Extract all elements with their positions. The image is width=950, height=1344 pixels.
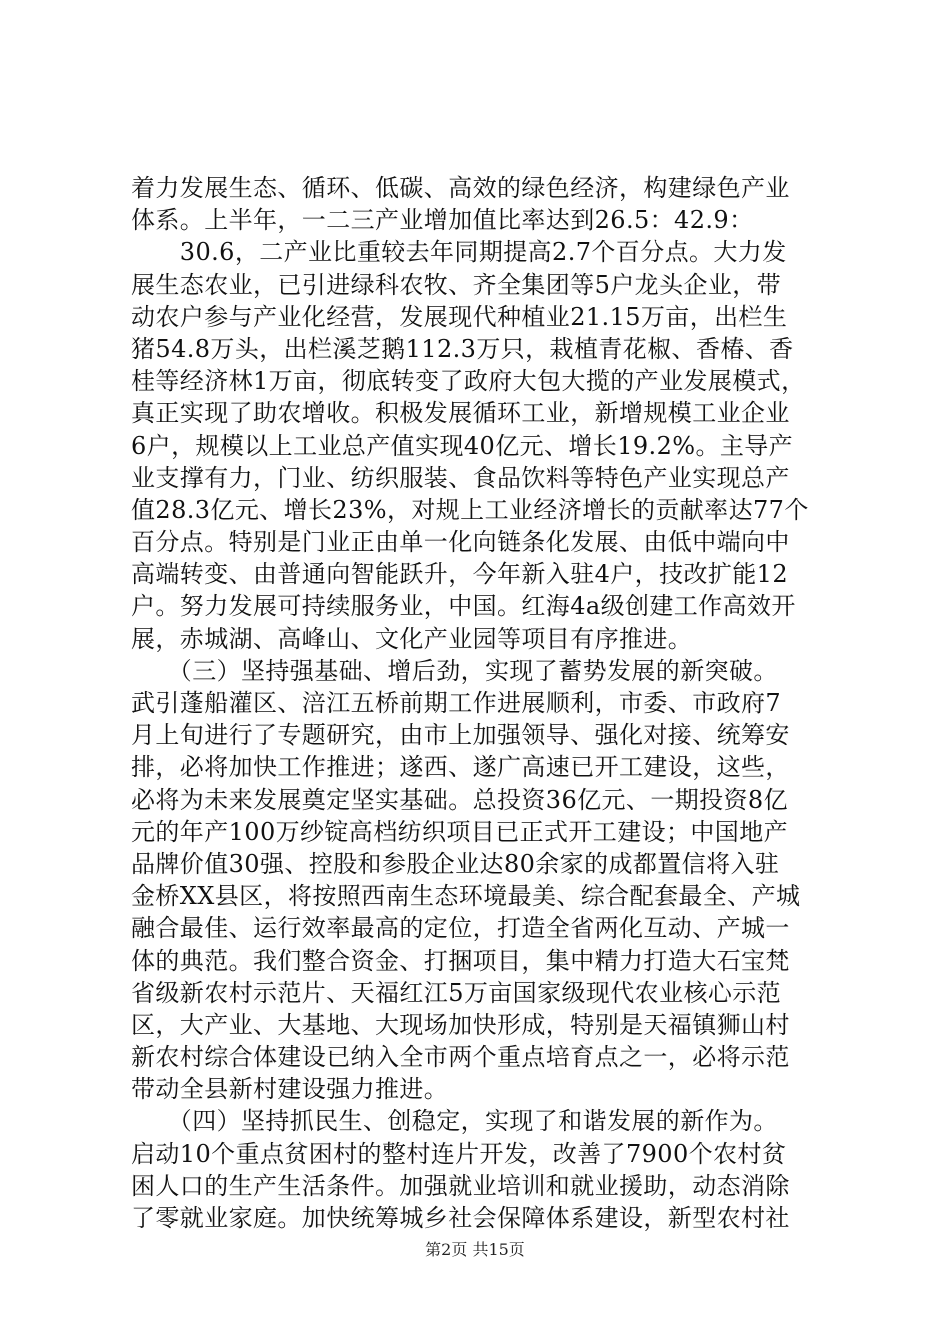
text-line: 6户，规模以上工业总产值实现40亿元、增长19.2%。主导产 (131, 431, 794, 460)
text-line: 困人口的生产生活条件。加强就业培训和就业援助，动态消除 (131, 1171, 790, 1200)
section-heading-line: （四）坚持抓民生、创稳定，实现了和谐发展的新作为。 (131, 1107, 778, 1136)
text-line: 桂等经济林1万亩，彻底转变了政府大包大揽的产业发展模式， (131, 367, 806, 396)
text-line: 体系。上半年，一二三产业增加值比率达到26.5：42.9： (131, 206, 754, 235)
text-line: 真正实现了助农增收。积极发展循环工业，新增规模工业企业 (131, 399, 790, 428)
body-text (131, 172, 831, 1234)
section-heading-line: （三）坚持强基础、增后劲，实现了蓄势发展的新突破。 (131, 656, 778, 685)
text-line: 启动10个重点贫困村的整村连片开发，改善了7900个农村贫 (131, 1139, 787, 1168)
text-line: 省级新农村示范片、天福红江5万亩国家级现代农业核心示范 (131, 978, 782, 1007)
page-footer (0, 1240, 950, 1260)
text-line: 展生态农业，已引进绿科农牧、齐全集团等5户龙头企业，带 (131, 270, 782, 299)
text-line: 户。努力发展可持续服务业，中国。红海4a级创建工作高效开 (131, 592, 796, 621)
text-line: 元的年产100万纱锭高档纺织项目已正式开工建设；中国地产 (131, 817, 789, 846)
text-line: 业支撑有力，门业、纺织服装、食品饮料等特色产业实现总产 (131, 463, 790, 492)
text-line: 新农村综合体建设已纳入全市两个重点培育点之一，必将示范 (131, 1043, 790, 1072)
text-line: 值28.3亿元、增长23%，对规上工业经济增长的贡献率达77个 (131, 495, 809, 524)
text-line: 金桥XX县区，将按照西南生态环境最美、综合配套最全、产城 (131, 882, 801, 911)
text-line: 了零就业家庭。加快统筹城乡社会保障体系建设，新型农村社 (131, 1204, 790, 1232)
text-line: 融合最佳、运行效率最高的定位，打造全省两化互动、产城一 (131, 914, 790, 943)
text-line: 30.6，二产业比重较去年同期提高2.7个百分点。大力发 (131, 238, 787, 267)
text-line: 品牌价值30强、控股和参股企业达80余家的成都置信将入驻 (131, 849, 780, 878)
text-line: 百分点。特别是门业正由单一化向链条化发展、由低中端向中 (131, 528, 790, 557)
page-number-label: 第2页 共15页 (425, 1240, 525, 1259)
text-line: 带动全县新村建设强力推进。 (131, 1075, 449, 1104)
text-line: 月上旬进行了专题研究，由市上加强领导、强化对接、统筹安 (131, 721, 790, 750)
text-line: 动农户参与产业化经营，发展现代种植业21.15万亩，出栏生 (131, 302, 788, 331)
text-line: 排，必将加快工作推进；遂西、遂广高速已开工建设，这些， (131, 753, 790, 782)
text-line: 展，赤城湖、高峰山、文化产业园等项目有序推进。 (131, 624, 693, 653)
text-line: 武引蓬船灌区、涪江五桥前期工作进展顺利，市委、市政府7 (131, 689, 782, 717)
text-line: 猪54.8万头，出栏溪芝鹅112.3万只，栽植青花椒、香椿、香 (131, 334, 794, 363)
text-line: 必将为未来发展奠定坚实基础。总投资36亿元、一期投资8亿 (131, 785, 789, 814)
text-line: 高端转变、由普通向智能跃升，今年新入驻4户，技改扩能12 (131, 560, 789, 589)
text-line: 体的典范。我们整合资金、打捆项目，集中精力打造大石宝梵 (131, 946, 790, 975)
text-line: 区，大产业、大基地、大现场加快形成，特别是天福镇狮山村 (131, 1010, 790, 1039)
text-line: 着力发展生态、循环、低碳、高效的绿色经济，构建绿色产业 (131, 174, 790, 202)
